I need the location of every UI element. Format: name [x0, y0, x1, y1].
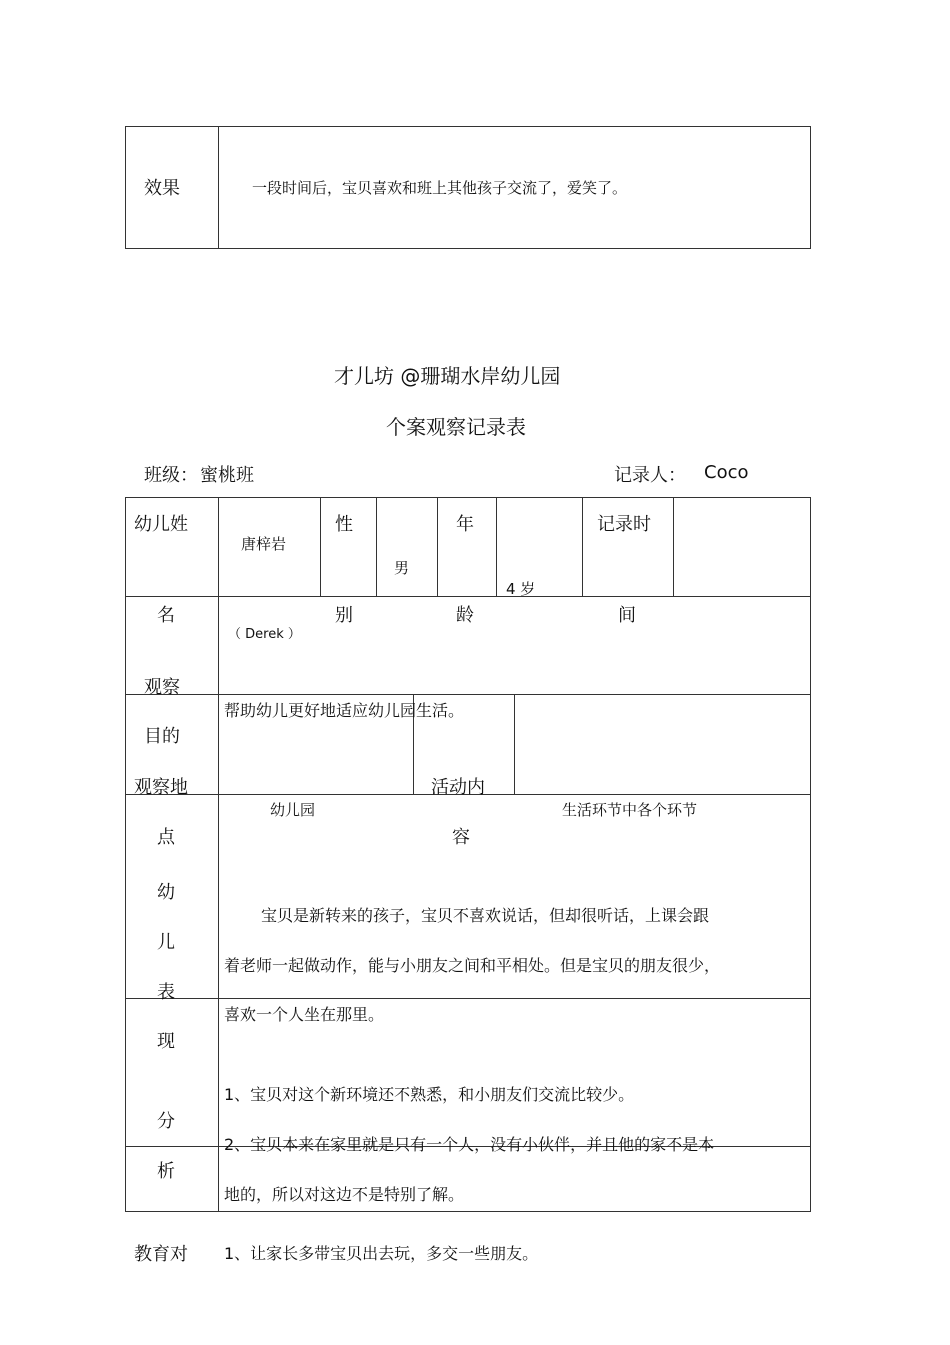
col-line-age-label: [496, 497, 497, 596]
name-value: 唐梓岩: [241, 535, 287, 553]
english-name: （ Derek ）: [228, 627, 301, 642]
activity-value: 生活环节中各个环节: [562, 801, 698, 819]
analysis-label-char-1: 分: [157, 1111, 175, 1132]
behavior-label-char-4: 现: [157, 1031, 175, 1052]
form-title: 个案观察记录表: [386, 415, 526, 439]
analysis-line-3: 地的，所以对这边不是特别了解。: [224, 1185, 465, 1204]
recorder-label: 记录人：: [614, 465, 686, 486]
activity-label-continued: 容: [452, 827, 470, 848]
education-label: 教育对: [134, 1244, 188, 1265]
behavior-label-char-2: 儿: [157, 932, 175, 953]
effect-table-divider: [218, 126, 219, 249]
time-label: 记录时: [597, 514, 651, 535]
col-line-gender-label: [376, 497, 377, 596]
time-label-continued: 间: [618, 605, 636, 626]
purpose-label: 观察: [144, 677, 180, 698]
age-value: 4 岁: [506, 580, 536, 598]
row-line-2: [125, 694, 811, 695]
col-line-label: [218, 497, 219, 1212]
col-line-activity: [514, 694, 515, 794]
purpose-label-continued: 目的: [144, 726, 180, 747]
place-label: 观察地: [134, 777, 188, 798]
gender-label-continued: 别: [335, 605, 353, 626]
name-label-continued: 名: [157, 605, 175, 626]
gender-label: 性: [335, 514, 353, 535]
name-label: 幼儿姓: [134, 514, 188, 535]
purpose-value: 帮助幼儿更好地适应幼儿园生活。: [224, 701, 465, 720]
class-label: 班级：: [144, 465, 198, 486]
col-line-gender: [437, 497, 438, 596]
col-line-time-label: [673, 497, 674, 596]
education-line-1: 1、让家长多带宝贝出去玩，多交一些朋友。: [224, 1244, 539, 1263]
behavior-line-1: 宝贝是新转来的孩子，宝贝不喜欢说话，但却很听话，上课会跟: [261, 906, 710, 925]
behavior-label-char-3: 表: [157, 982, 175, 1003]
place-value: 幼儿园: [270, 801, 316, 819]
behavior-line-2: 着老师一起做动作，能与小朋友之间和平相处。但是宝贝的朋友很少，: [224, 956, 721, 975]
col-line-name: [320, 497, 321, 596]
activity-label: 活动内: [431, 777, 485, 798]
col-line-age: [582, 497, 583, 596]
behavior-label-char-1: 幼: [157, 882, 175, 903]
recorder-value: Coco: [704, 462, 749, 483]
behavior-line-3: 喜欢一个人坐在那里。: [224, 1005, 385, 1024]
row-line-1: [125, 596, 811, 597]
class-value: 蜜桃班: [200, 465, 254, 486]
effect-label: 效果: [144, 178, 180, 199]
gender-value: 男: [394, 559, 410, 577]
place-label-continued: 点: [157, 827, 175, 848]
school-name: 才儿坊 @珊瑚水岸幼儿园: [334, 364, 561, 388]
analysis-label-char-2: 析: [157, 1161, 175, 1182]
analysis-line-1: 1、宝贝对这个新环境还不熟悉，和小朋友们交流比较少。: [224, 1085, 635, 1104]
row-line-4: [125, 998, 811, 999]
age-label: 年: [456, 514, 474, 535]
effect-content: 一段时间后，宝贝喜欢和班上其他孩子交流了，爱笑了。: [252, 179, 628, 197]
analysis-line-2: 2、宝贝本来在家里就是只有一个人，没有小伙伴，并且他的家不是本: [224, 1135, 715, 1154]
age-label-continued: 龄: [456, 605, 474, 626]
